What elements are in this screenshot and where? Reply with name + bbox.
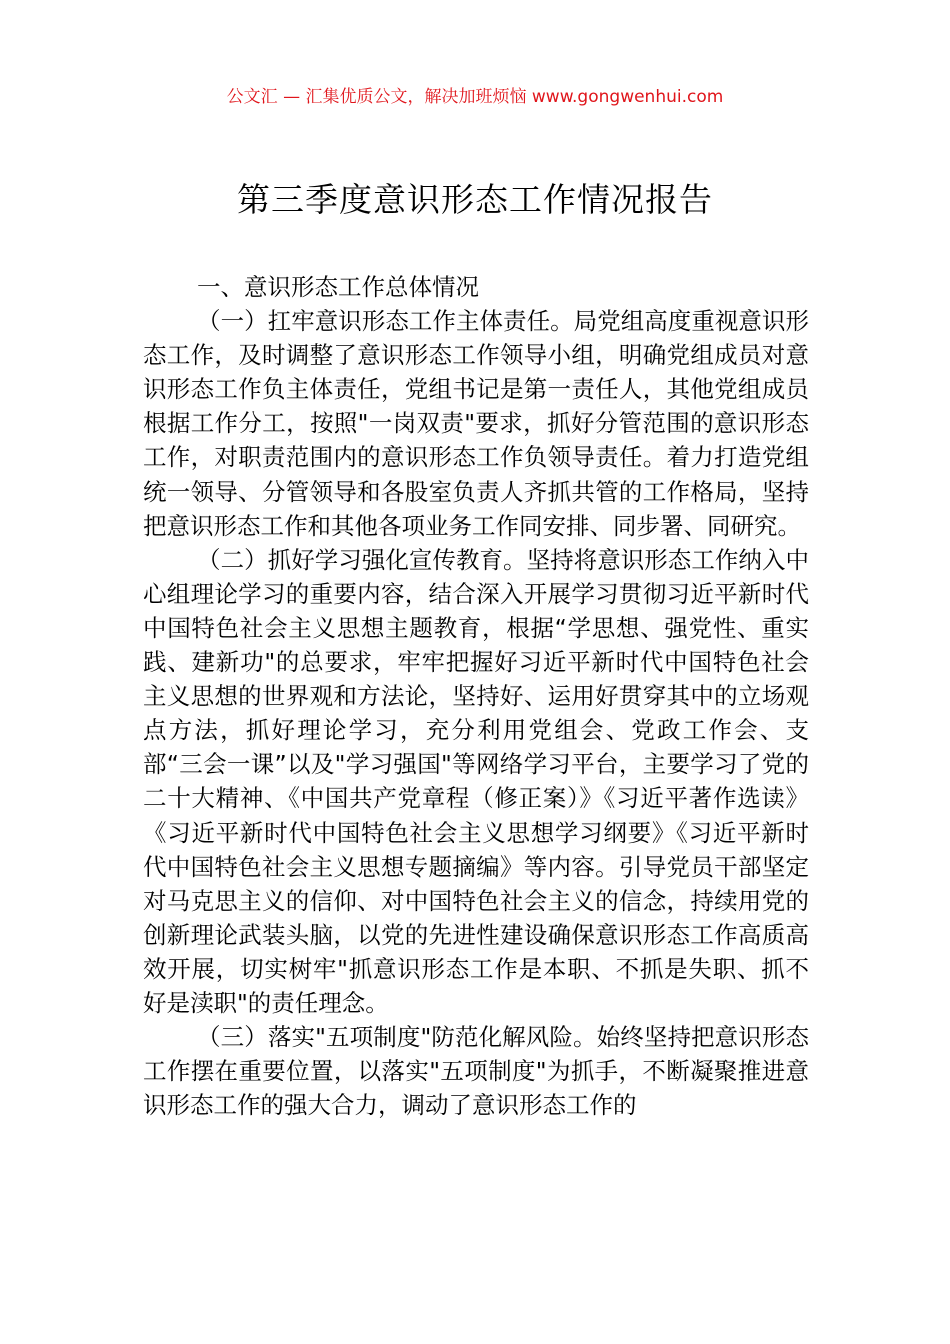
section-heading: 一、意识形态工作总体情况 <box>197 273 480 301</box>
paragraph-3: （三）落实"五项制度"防范化解风险。始终坚持把意识形态工作摆在重要位置，以落实"五项制度"为抓手，不断凝聚推进意识形态工作的强大合力，调动了意识形态工作的 <box>143 1023 809 1120</box>
document-title: 第三季度意识形态工作情况报告 <box>237 180 713 219</box>
document-body <box>143 270 809 1122</box>
header-banner[interactable]: 公文汇 — 汇集优质公文，解决加班烦恼 www.gongwenhui.com <box>226 87 724 107</box>
paragraph-1: （一）扛牢意识形态工作主体责任。局党组高度重视意识形态工作，及时调整了意识形态工作领导小组，明确党组成员对意识形态工作负主体责任，党组书记是第一责任人，其他党组成员根据工作分工，按照"一岗双责"要求，抓好分管范围的意识形态工作，对职责范围内的意识形态工作负领导责任。着力打造党组统一领导、分管领导和各股室负责人齐抓共管的工作格局，坚持把意识形态工作和其他各项业务工作同安排、同步署、同研究。 <box>143 307 809 540</box>
paragraph-2: （二）抓好学习强化宣传教育。坚持将意识形态工作纳入中心组理论学习的重要内容，结合深入开展学习贯彻习近平新时代中国特色社会主义思想主题教育，根据“学思想、强党性、重实践、建新功"的总要求，牢牢把握好习近平新时代中国特色社会主义思想的世界观和方法论，坚持好、运用好贯穿其中的立场观点方法，抓好理论学习，充分利用党组会、党政工作会、支部“三会一课”以及"学习强国"等网络学习平台，主要学习了党的二十大精神、《中国共产党章程（修正案）》《习近平著作选读》《习近平新时代中国特色社会主义思想学习纲要》《习近平新时代中国特色社会主义思想专题摘编》等内容。引导党员干部坚定对马克思主义的信仰、对中国特色社会主义的信念，持续用党的创新理论武装头脑，以党的先进性建设确保意识形态工作高质高效开展，切实树牢"抓意识形态工作是本职、不抓是失职、抓不好是渎职"的责任理念。 <box>143 545 809 1017</box>
